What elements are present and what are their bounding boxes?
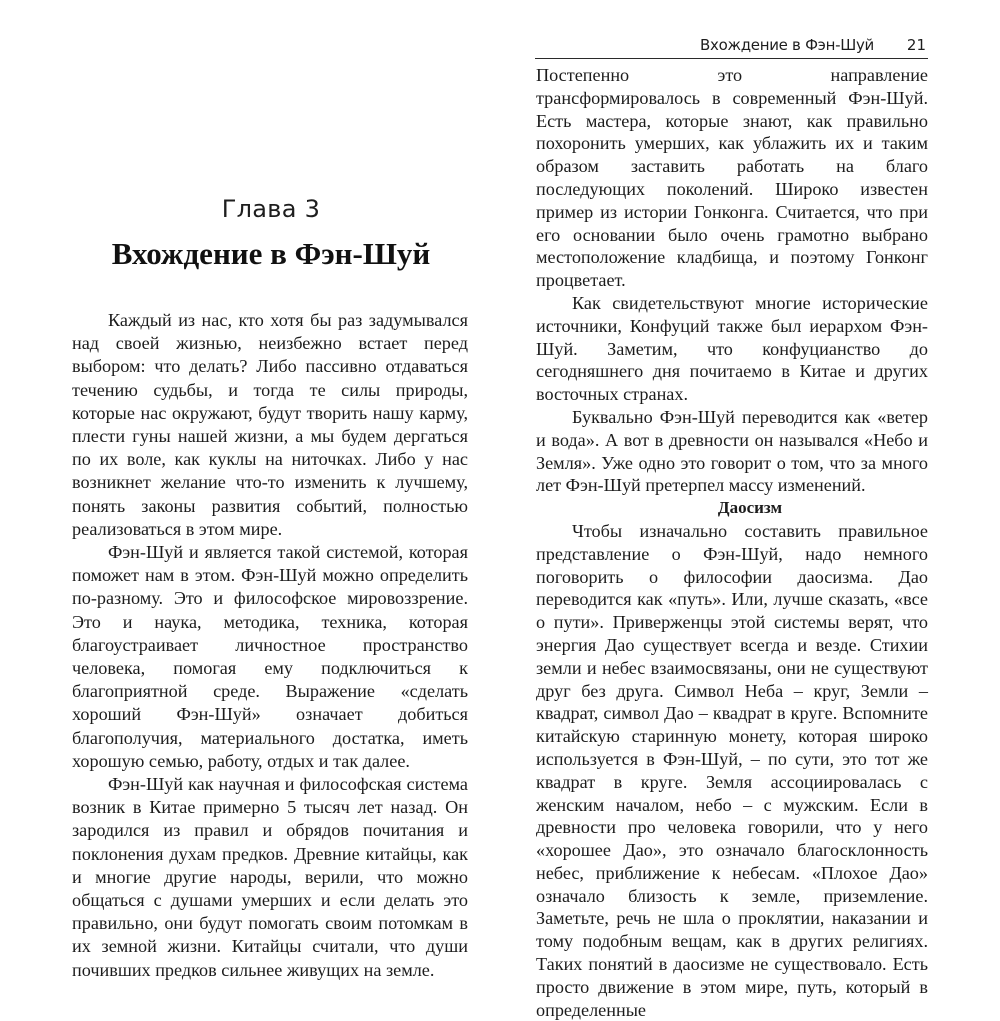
- paragraph: Как свидетельствуют многие исторические источники, Конфуций также был иерархом Фэн-Шуй. Заметим, что конфуцианство до сегодняшнего дня почитаемо в Китае и других восточных странах.: [536, 292, 928, 405]
- right-page: [500, 0, 1000, 1020]
- chapter-title: Вхождение в Фэн-Шуй: [111, 236, 431, 271]
- paragraph: Фэн-Шуй как научная и философская система возник в Китае примерно 5 тысяч лет назад. Он зародился из правил и обрядов почитания и поклонения духам предков. Древние китайцы, как и многие другие народы, верили, что можно общаться с душами умерших и если делать это правильно, они будут помогать своим потомкам в их земной жизни. Китайцы считали, что души почивших предков сильнее живущих на земле.: [72, 774, 468, 980]
- paragraph: Каждый из нас, кто хотя бы раз задумывался над своей жизнью, неизбежно встает перед выбором: что делать? Либо пассивно отдаваться течению судьбы, и тогда те силы природы, которые нас окружают, будут творить нашу карму, плести гуны нашей жизни, а мы будем дергаться по их воле, как куклы на ниточках. Либо у нас возникнет желание что-то изменить к лучшему, понять законы развития событий, полностью реализоваться в этом мире.: [72, 310, 468, 539]
- running-header-title: Вхождение в Фэн-Шуй: [700, 36, 874, 54]
- running-header: [535, 32, 928, 59]
- left-text-column: [72, 309, 468, 982]
- paragraph: Фэн-Шуй и является такой системой, которая поможет нам в этом. Фэн-Шуй можно определить по-разному. Это и философское мировоззрение. Это и наука, методика, техника, которая благоустраивает личностное пространство человека, помогая ему подключиться к благоприятной среде. Выражение «сделать хороший Фэн-Шуй» означает добиться благополучия, материального достатка, иметь хорошую семью, работу, отдых и так далее.: [72, 542, 468, 771]
- section-heading: Даосизм: [717, 498, 783, 518]
- page-number: 21: [906, 36, 926, 54]
- paragraph: Постепенно это направление трансформировалось в современный Фэн-Шуй. Есть мастера, которые знают, как правильно похоронить умерших, как ублажить их и таким образом заставить работать на благо последующих поколений. Широко известен пример из истории Гонконга. Считается, что при его основании было очень грамотно выбрано местоположение кладбища, и поэтому Гонконг процветает.: [536, 65, 928, 291]
- left-page: [0, 0, 500, 980]
- chapter-label: Глава 3: [221, 195, 321, 223]
- right-text-column: [536, 64, 928, 1021]
- paragraph: Буквально Фэн-Шуй переводится как «ветер и вода». А вот в древности он назывался «Небо и Земля». Уже одно это говорит о том, что за много лет Фэн-Шуй претерпел массу изменений.: [536, 406, 928, 496]
- paragraph: Чтобы изначально составить правильное представление о Фэн-Шуй, надо немного поговорить о философии даосизма. Дао переводится как «путь». Или, лучше сказать, «все о пути». Приверженцы этой системы верят, что энергия Дао существует всегда и везде. Стихии земли и небес взаимосвязаны, они не существуют друг без друга. Символ Неба – круг, Земли – квадрат, символ Дао – квадрат в круге. Вспомните китайскую старинную монету, которая широко используется в Фэн-Шуй, – по сути, это тот же квадрат в круге. Земля ассоциировалась с женским началом, небо – с мужским. Если в древности про человека говорили, что у него «хорошее Дао», это означало благосклонность небес, приближение к небесам. «Плохое Дао» означало близость к земле, приземление. Заметьте, речь не шла о проклятии, наказании и тому подобным вещам, как в других религиях. Таких понятий в даосизме не существовало. Есть просто движение в этом мире, путь, который в определенные: [536, 520, 928, 1020]
